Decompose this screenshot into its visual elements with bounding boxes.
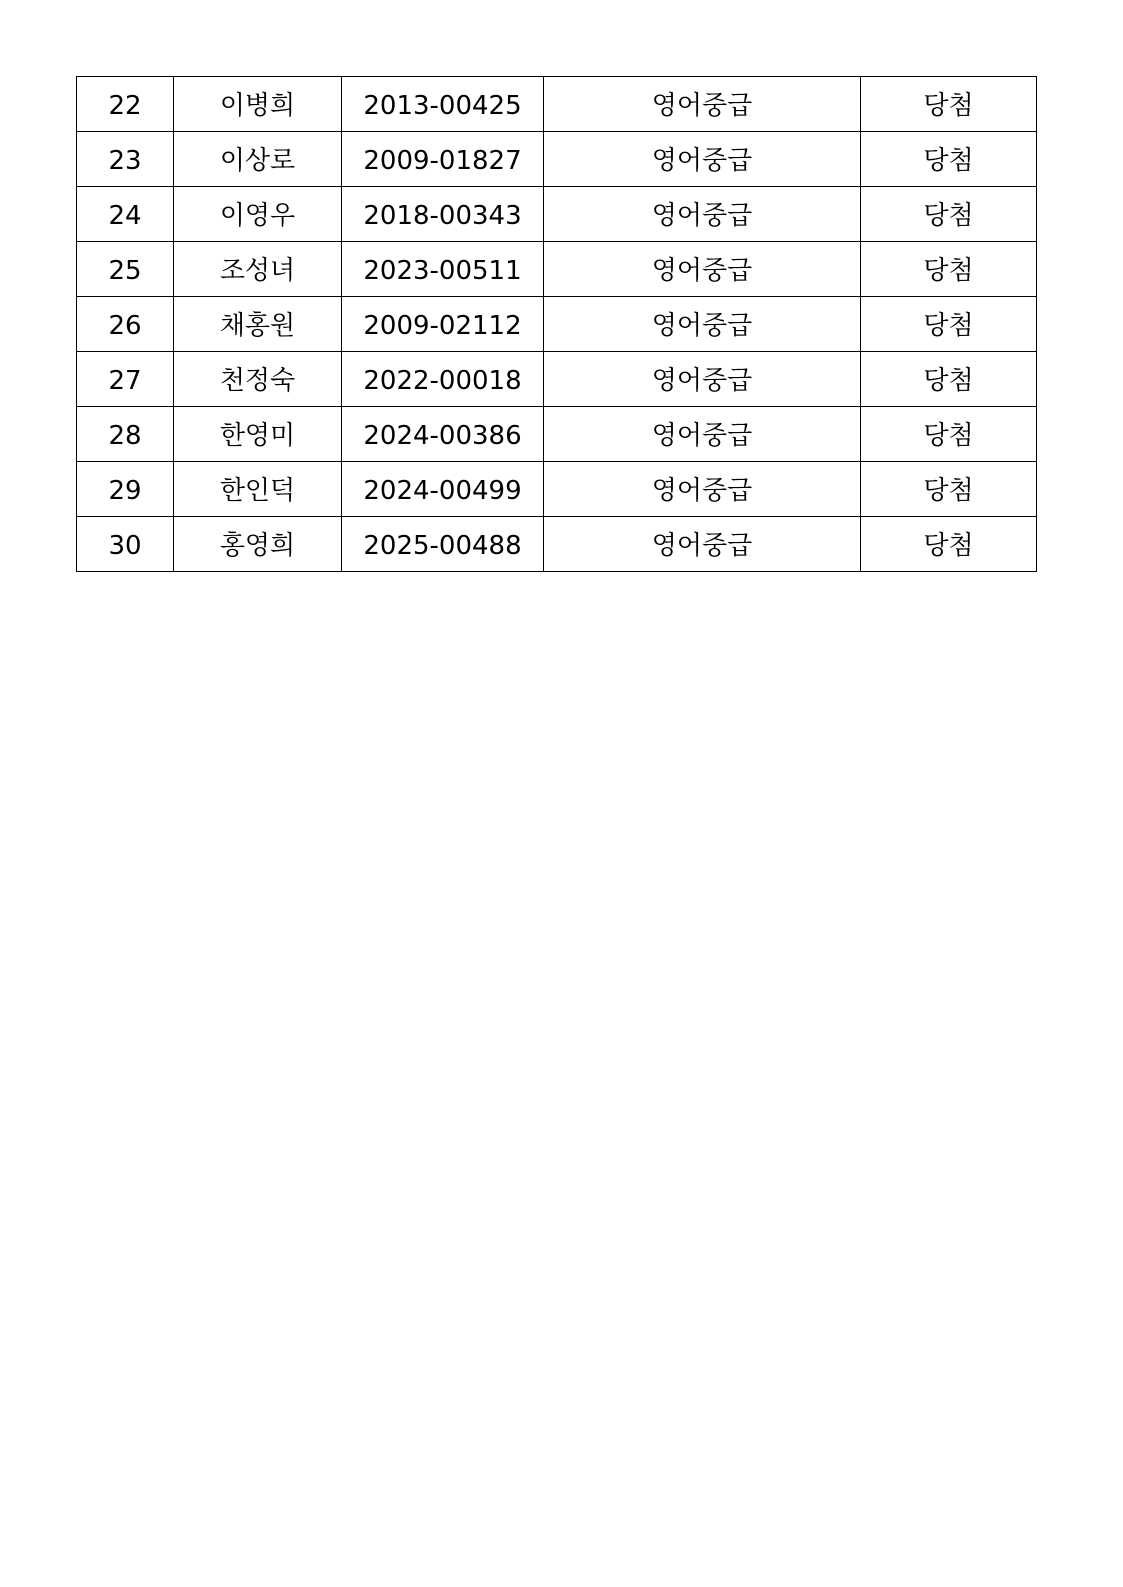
result-cell: 당첨 [861, 297, 1037, 352]
course-cell: 영어중급 [544, 77, 861, 132]
row-number-cell: 29 [77, 462, 174, 517]
member-id-cell: 2022-00018 [342, 352, 544, 407]
name-cell: 한인덕 [174, 462, 342, 517]
member-id-cell: 2013-00425 [342, 77, 544, 132]
table-row [77, 462, 1037, 517]
row-number-cell: 25 [77, 242, 174, 297]
table-row [77, 242, 1037, 297]
row-number-cell: 28 [77, 407, 174, 462]
course-cell: 영어중급 [544, 297, 861, 352]
result-cell: 당첨 [861, 187, 1037, 242]
name-cell: 이영우 [174, 187, 342, 242]
course-cell: 영어중급 [544, 407, 861, 462]
name-cell: 천정숙 [174, 352, 342, 407]
table-row [77, 187, 1037, 242]
course-cell: 영어중급 [544, 242, 861, 297]
name-cell: 홍영희 [174, 517, 342, 572]
table-row [77, 407, 1037, 462]
member-id-cell: 2009-01827 [342, 132, 544, 187]
row-number-cell: 24 [77, 187, 174, 242]
member-id-cell: 2024-00386 [342, 407, 544, 462]
table-row [77, 297, 1037, 352]
member-id-cell: 2009-02112 [342, 297, 544, 352]
result-cell: 당첨 [861, 77, 1037, 132]
member-id-cell: 2024-00499 [342, 462, 544, 517]
name-cell: 이상로 [174, 132, 342, 187]
row-number-cell: 27 [77, 352, 174, 407]
row-number-cell: 30 [77, 517, 174, 572]
lottery-result-table [76, 76, 1037, 572]
member-id-cell: 2023-00511 [342, 242, 544, 297]
name-cell: 조성녀 [174, 242, 342, 297]
name-cell: 한영미 [174, 407, 342, 462]
row-number-cell: 22 [77, 77, 174, 132]
table-row [77, 352, 1037, 407]
result-cell: 당첨 [861, 462, 1037, 517]
member-id-cell: 2025-00488 [342, 517, 544, 572]
table-row [77, 132, 1037, 187]
table-row [77, 77, 1037, 132]
course-cell: 영어중급 [544, 517, 861, 572]
name-cell: 이병희 [174, 77, 342, 132]
result-cell: 당첨 [861, 407, 1037, 462]
result-cell: 당첨 [861, 517, 1037, 572]
course-cell: 영어중급 [544, 352, 861, 407]
course-cell: 영어중급 [544, 462, 861, 517]
result-cell: 당첨 [861, 132, 1037, 187]
course-cell: 영어중급 [544, 187, 861, 242]
result-cell: 당첨 [861, 242, 1037, 297]
table-row [77, 517, 1037, 572]
name-cell: 채홍원 [174, 297, 342, 352]
course-cell: 영어중급 [544, 132, 861, 187]
row-number-cell: 26 [77, 297, 174, 352]
row-number-cell: 23 [77, 132, 174, 187]
member-id-cell: 2018-00343 [342, 187, 544, 242]
result-cell: 당첨 [861, 352, 1037, 407]
